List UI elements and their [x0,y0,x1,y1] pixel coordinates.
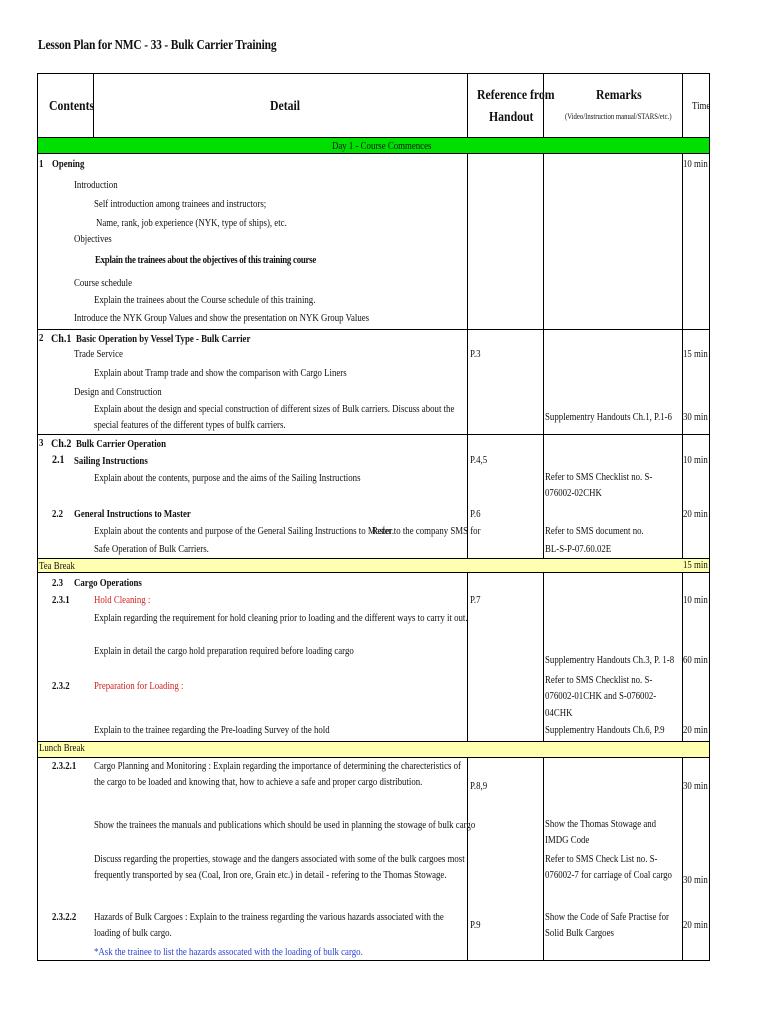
s3-s22-title: General Instructions to Master [74,509,191,520]
s3-s21-remark: Refer to SMS Checklist no. S-076002-02CHK [545,472,653,500]
s23-title: Cargo Operations [74,578,142,589]
s3-s21-detail: Explain about the contents, purpose and the aims of the Sailing Instructions [94,473,361,484]
s3-number: 3 [39,438,44,449]
s1-intro-1: Self introduction among trainees and instructors; [94,199,267,210]
s3-title: Bulk Carrier Operation [76,439,166,450]
prep-remark-2: Refer to SMS Checklist no. S-076002-01CHK and S-076002-04CHK [545,675,657,719]
s2322-number: 2.3.2.2 [52,912,77,923]
s3-s22-detail-1b: Refer to the company SMS for [372,526,481,537]
hold-time: 10 min [683,595,708,606]
s3-s22-detail-2: Safe Operation of Bulk Carriers. [94,544,209,555]
document-title: Lesson Plan for NMC - 33 - Bulk Carrier Training [38,38,277,53]
s1-objectives: Objectives [74,234,112,245]
manuals-detail: Show the trainees the manuals and publications which should be used in planning the stowage of bulk cargo [94,820,476,831]
header-reference-l2: Handout [489,110,534,125]
tea-break-label: Tea Break [39,561,75,572]
manuals-remark: Show the Thomas Stowage and IMDG Code [545,819,657,847]
prep-detail: Explain in detail the cargo hold preparation required before loading cargo [94,646,354,657]
s3-s22-num: 2.2 [52,509,64,520]
s1-title: Opening [52,159,85,170]
s2-design: Design and Construction [74,387,162,398]
s2322-time: 20 min [683,920,708,931]
header-remarks: Remarks [596,88,642,103]
s2-number: 2 [39,333,44,344]
hold-ref: P.7 [470,595,481,606]
s1-schedule-1: Explain the trainees about the Course schedule of this training. [94,295,316,306]
header-reference-l1: Reference from [477,88,555,103]
s2-design-1: Explain about the design and special construction of different sizes of Bulk carriers. Discuss about the special features of the different types of bulfk carriers. [94,404,455,432]
hold-cleaning-label: Hold Cleaning : [94,595,151,606]
header-contents: Contents [49,99,95,114]
s1-schedule: Course schedule [74,278,133,289]
s2321-time: 30 min [683,781,708,792]
lunch-break-label: Lunch Break [39,743,85,754]
s3-s21-time: 10 min [683,455,708,466]
preload-detail: Explain to the trainee regarding the Pre-loading Survey of the hold [94,725,330,736]
tea-break-time: 15 min [683,560,708,571]
prep-remark: Supplementry Handouts Ch.3, P. 1-8 [545,655,675,666]
discuss-detail: Discuss regarding the properties, stowage and the dangers associated with some of the bulk cargoes most frequently transported by sea (Coal, Iron ore, Grain etc.) in detail - refering to the Thomas Stowage. [94,854,465,882]
hold-detail: Explain regarding the requirement for hold cleaning prior to loading and the different ways to carry it out. [94,613,468,624]
s2322-ref: P.9 [470,920,481,931]
s2322-detail: Hazards of Bulk Cargoes : Explain to the trainess regarding the various hazards associated with the loading of bulk cargo. [94,912,444,940]
s1-time: 10 min [683,159,708,170]
s2321-number: 2.3.2.1 [52,761,77,772]
s2-trade: Trade Service [74,349,123,360]
s3-s21-num: 2.1 [52,452,65,466]
day-banner-label: Day 1 - Course Commences [332,141,432,152]
s2322-note: *Ask the trainee to list the hazards assocated with the loading of bulk cargo. [94,947,363,958]
s2-design-remark: Supplementry Handouts Ch.1, P.1-6 [545,412,672,423]
s1-schedule-2: Introduce the NYK Group Values and show the presentation on NYK Group Values [74,313,370,324]
lesson-plan-table [37,73,710,961]
s3-s22-remark-1: Refer to SMS document no. [545,526,644,537]
s3-s21-ref: P.4,5 [470,455,488,466]
s2-title: Basic Operation by Vessel Type - Bulk Carrier [76,334,251,345]
s1-intro: Introduction [74,180,118,191]
header-time: Time [692,101,711,112]
s1-intro-2: Name, rank, job experience (NYK, type of ships), etc. [96,218,287,229]
s2-trade-1: Explain about Tramp trade and show the comparison with Cargo Liners [94,368,347,379]
preload-remark: Supplementry Handouts Ch.6, P.9 [545,725,665,736]
s1-number: 1 [39,159,44,170]
s1-objectives-1: Explain the trainees about the objectives of this training course [95,255,317,266]
s2321-ref: P.8,9 [470,781,488,792]
s23-number: 2.3 [52,578,64,589]
s3-s22-detail-1: Explain about the contents and purpose of the General Sailing Instructions to Master. [94,526,395,537]
s231-number: 2.3.1 [52,595,70,606]
s2-chapter: Ch.1 [51,331,72,345]
tea-break-band [38,558,709,572]
s3-s22-remark-2: BL-S-P-07.60.02E [545,544,612,555]
header-detail: Detail [270,99,301,114]
s2-design-time: 30 min [683,412,708,423]
s2-trade-ref: P.3 [470,349,481,360]
s3-s22-time: 20 min [683,509,708,520]
s3-chapter: Ch.2 [51,436,72,450]
s2321-detail: Cargo Planning and Monitoring : Explain regarding the importance of determining the charecteristics of the cargo to be loaded and knowing that, how to achieve a safe and proper cargo distribution. [94,761,462,789]
prep-loading-label: Preparation for Loading : [94,681,184,692]
lunch-break-band [38,741,709,757]
preload-time: 20 min [683,725,708,736]
s3-s21-title: Sailing Instructions [74,456,148,467]
discuss-remark: Refer to SMS Check List no. S-076002-7 for carriage of Coal cargo [545,854,672,882]
header-remarks-sub: (Video/Instruction manual/STARS/etc.) [565,112,672,121]
s232-number: 2.3.2 [52,681,70,692]
s3-s22-ref: P.6 [470,509,481,520]
s2322-remark: Show the Code of Safe Practise for Solid Bulk Cargoes [545,912,669,940]
s2-trade-time: 15 min [683,349,708,360]
discuss-time: 30 min [683,875,708,886]
prep-time: 60 min [683,655,708,666]
